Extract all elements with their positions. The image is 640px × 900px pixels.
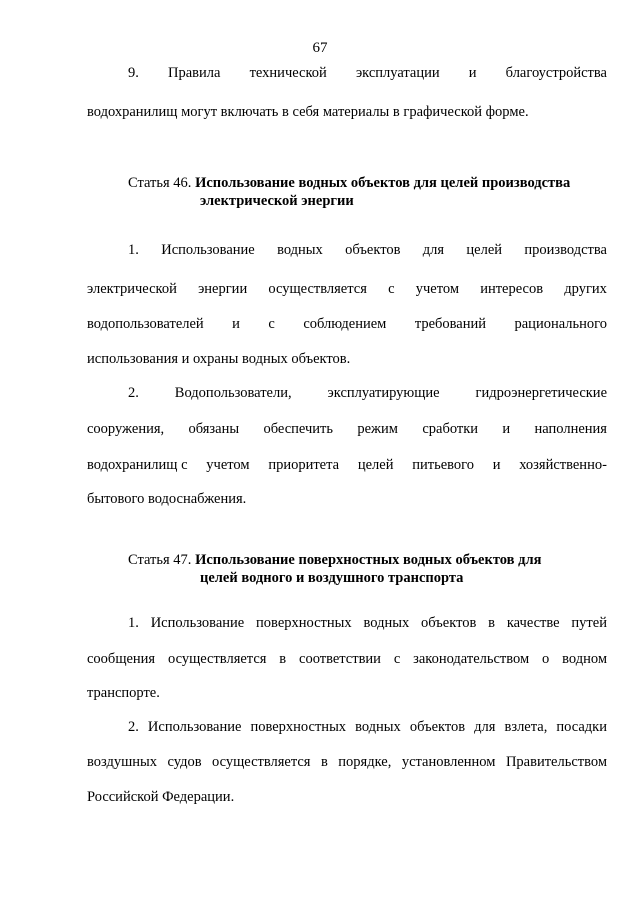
art47-p1-line1 [128,614,607,632]
word: Правительством [505,754,607,770]
word: обязаны [188,421,240,437]
word: объектов [409,719,466,735]
word: эксплуатирующие [327,385,440,401]
word: 1. [128,242,139,258]
art47-p2-line3: Российской Федерации. [87,789,235,805]
word: и [468,65,477,81]
article-47-title-line2: целей водного и воздушного транспорта [200,570,464,586]
word: водных [277,242,323,258]
word: и [232,316,240,332]
page-number: 67 [312,40,328,56]
word: осуществляется [268,281,367,297]
word: режим [357,421,398,437]
art47-p2-line1 [128,718,607,736]
art46-p2-line4: бытового водоснабжения. [87,491,247,507]
word: энергии [198,281,248,297]
word: с [268,316,275,332]
word: воздушных [87,754,158,770]
word: в [279,651,287,667]
word: водных [363,615,410,631]
word: порядке, [338,754,392,770]
word: 2. [128,719,139,735]
word: хозяйственно- [519,457,607,473]
word: объектов [421,615,477,631]
word: Использование [150,615,245,631]
p9-line2: водохранилищ могут включать в себя материалы в графической форме. [87,104,529,120]
art46-p1-line1 [128,241,607,259]
word: и [492,457,501,473]
article-47-heading [128,551,541,569]
article-46-title-line1: Использование водных объектов для целей производства [195,175,571,191]
word: требований [414,316,487,332]
word: приоритета [268,457,340,473]
word: других [564,281,607,297]
word: питьевого [412,457,474,473]
word: сообщения [87,651,156,667]
word: с [393,651,401,667]
word: эксплуатации [355,65,440,81]
word: электрической [87,281,177,297]
word: 9. [128,65,139,81]
word: водохранилищ с [87,457,188,473]
art47-p1-line2 [87,650,607,668]
word: рационального [514,316,607,332]
word: поверхностных [250,719,347,735]
word: интересов [480,281,544,297]
art46-p1-line4: использования и охраны водных объектов. [87,351,351,367]
word: целей [466,242,503,258]
word: соответствии [299,651,381,667]
word: сработки [422,421,479,437]
word: о [542,651,550,667]
word: для [474,719,496,735]
word: 2. [128,385,139,401]
word: сооружения, [87,421,165,437]
article-46-heading [128,174,570,192]
word: путей [571,615,607,631]
word: взлета, [504,719,548,735]
word: в [488,615,496,631]
word: наполнения [534,421,607,437]
art46-p1-line3 [87,315,607,333]
p9-line1 [128,64,607,82]
word: для [422,242,445,258]
word: Правила [168,65,221,81]
art46-p2-line1 [128,384,607,402]
art46-p2-line3 [87,456,607,474]
art47-p2-line2 [87,753,607,771]
word: гидроэнергетические [475,385,607,401]
word: в [320,754,328,770]
word: соблюдением [303,316,387,332]
word: осуществляется [167,651,267,667]
word: 1. [128,615,139,631]
word: целей [357,457,394,473]
word: водопользователей [87,316,204,332]
word: осуществляется [212,754,311,770]
word: водном [562,651,607,667]
word: и [502,421,511,437]
word: установленном [401,754,496,770]
article-47-label: Статья 47. [128,552,192,568]
word: благоустройства [505,65,607,81]
word: поверхностных [256,615,352,631]
word: производства [524,242,607,258]
word: посадки [556,719,607,735]
article-46-title-line2: электрической энергии [200,193,354,209]
word: объектов [345,242,401,258]
word: с [388,281,395,297]
word: качестве [506,615,560,631]
word: Водопользователи, [174,385,292,401]
word: судов [167,754,202,770]
word: учетом [206,457,250,473]
word: Использование [147,719,242,735]
article-47-title-line1: Использование поверхностных водных объектов для [195,552,542,568]
art46-p2-line2 [87,420,607,438]
word: обеспечить [263,421,333,437]
word: технической [249,65,327,81]
word: учетом [415,281,459,297]
art47-p1-line3: транспорте. [87,685,160,701]
word: законодательством [413,651,530,667]
art46-p1-line2 [87,280,607,298]
article-46-label: Статья 46. [128,175,192,191]
word: Использование [161,242,255,258]
word: водных [355,719,401,735]
